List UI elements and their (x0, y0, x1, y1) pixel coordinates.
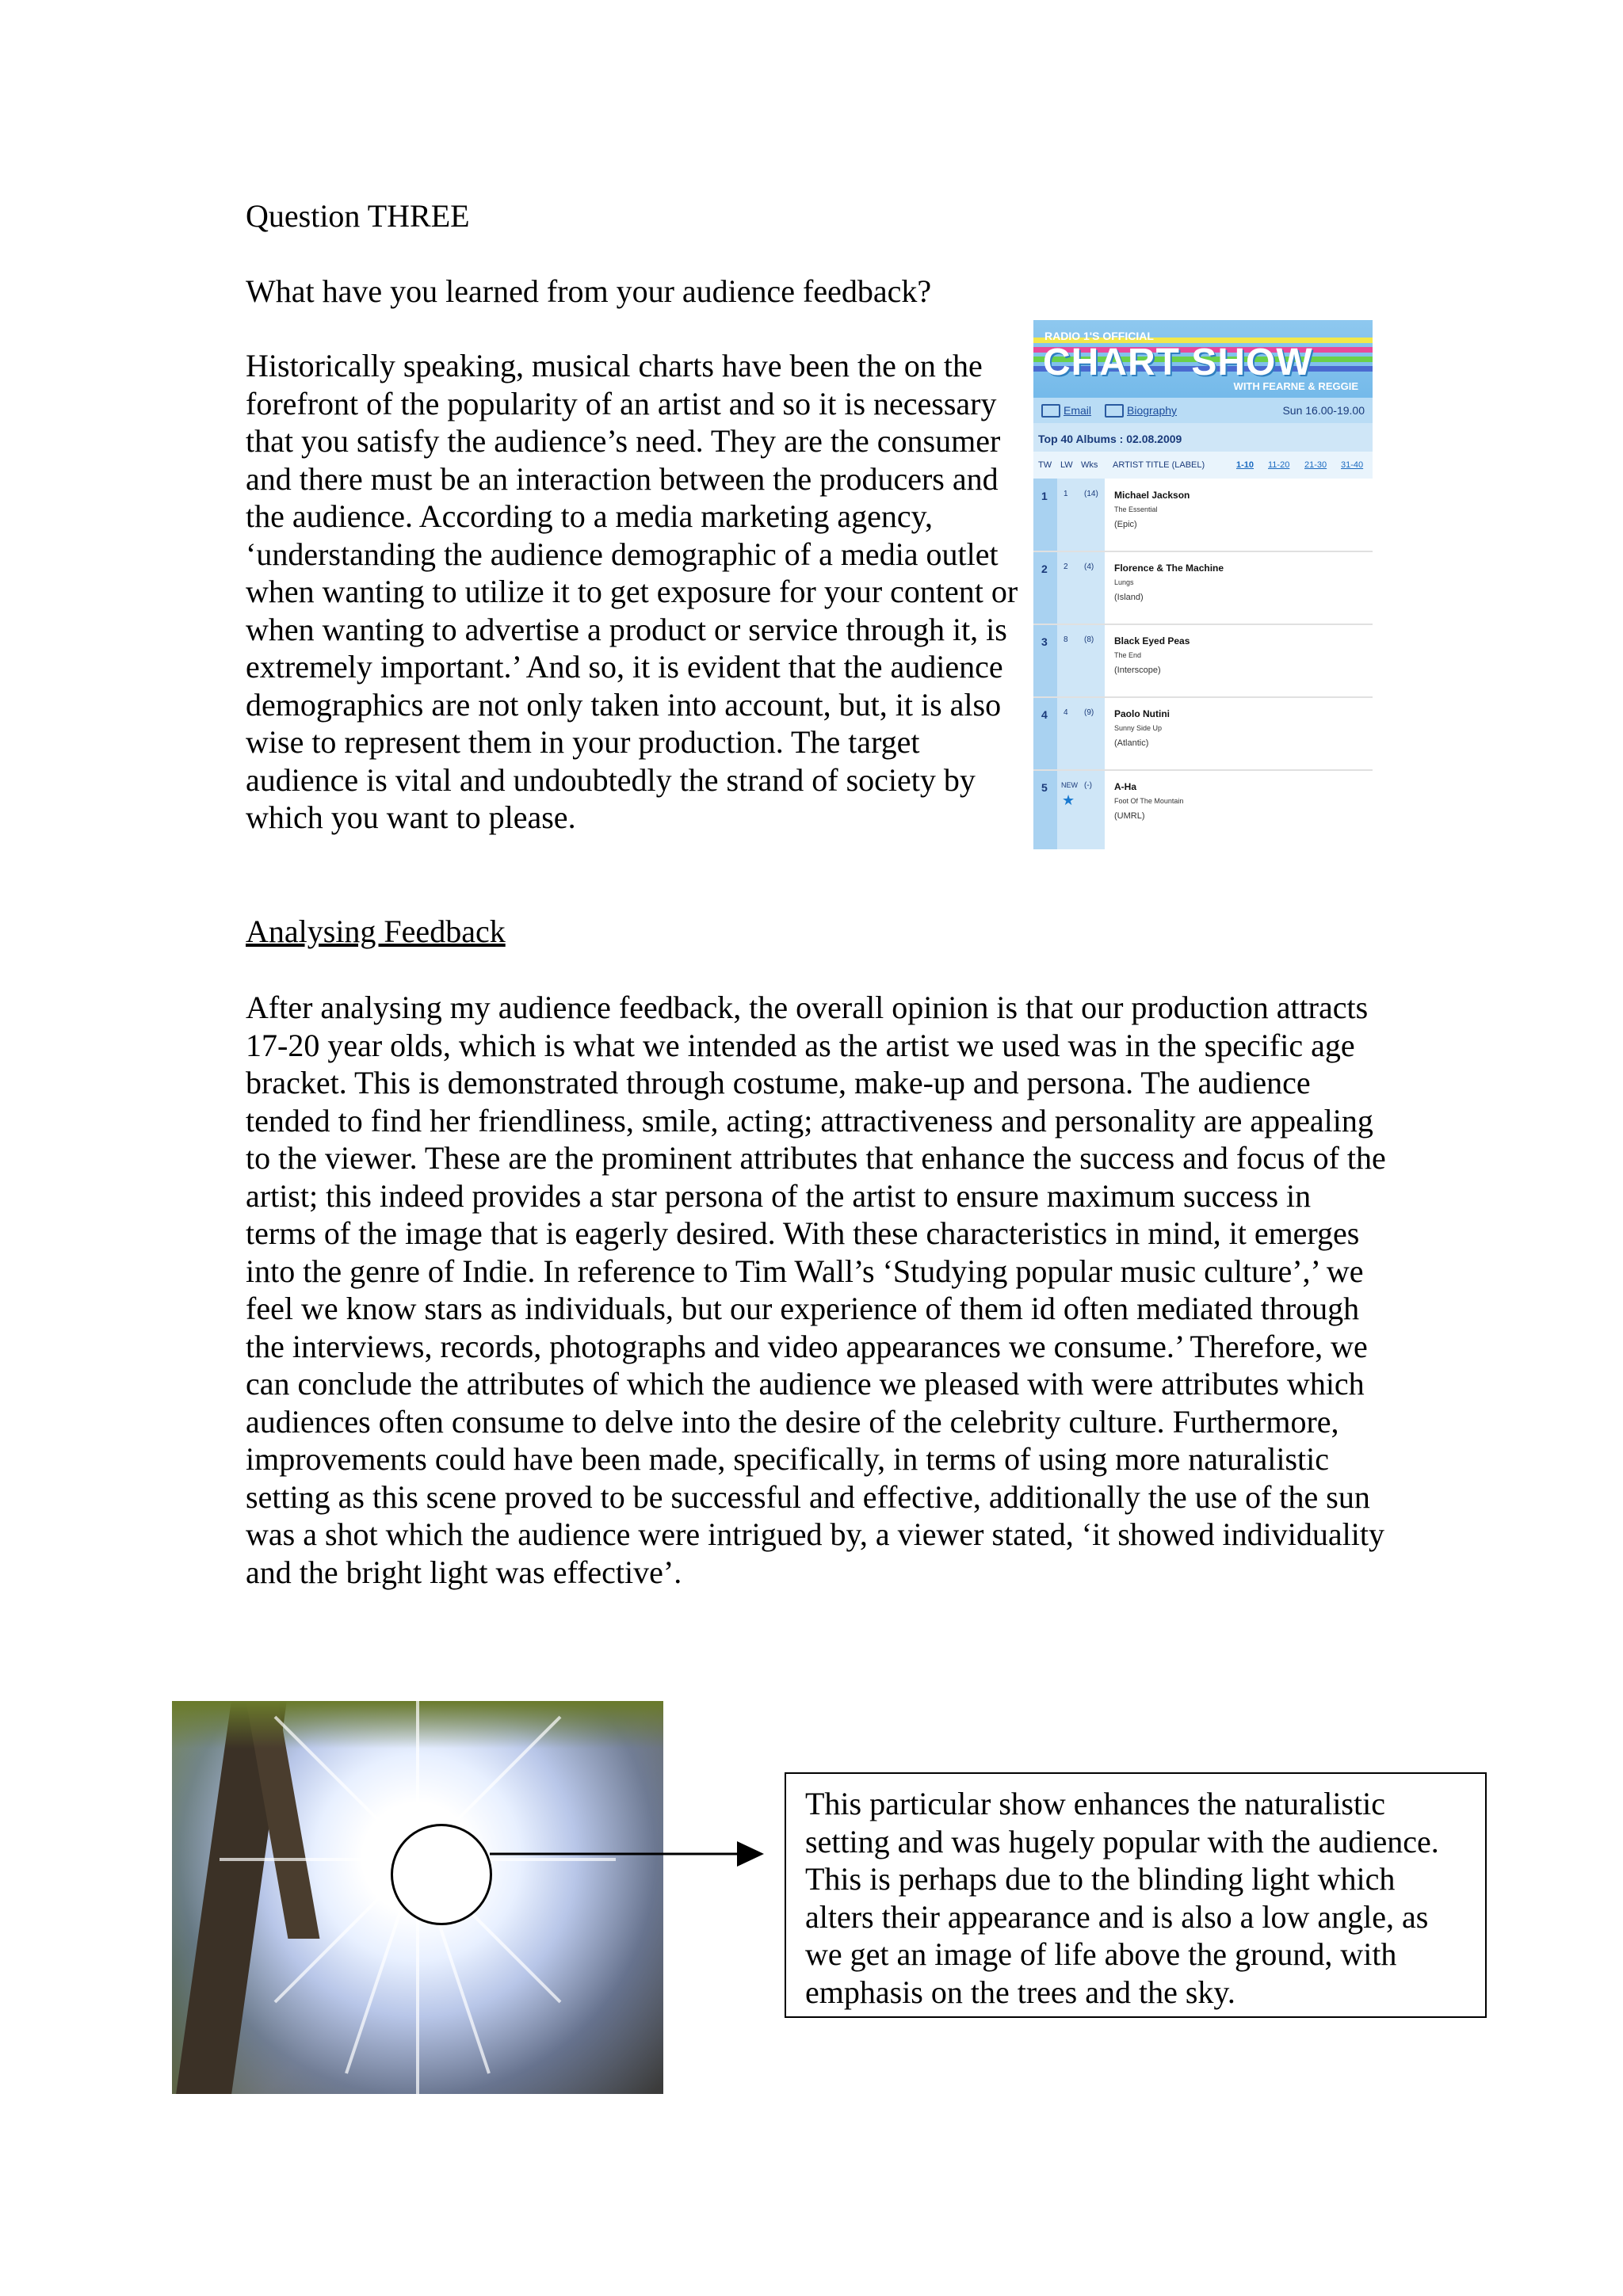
new-entry-star-icon: ★ (1062, 792, 1075, 808)
entry-last-week: NEW (1061, 781, 1078, 789)
entry-artist: Paolo Nutini (1114, 708, 1170, 719)
entry-label: (UMRL) (1114, 811, 1145, 821)
entry-artist: Michael Jackson (1114, 490, 1190, 501)
chart-entry (1033, 479, 1373, 552)
entry-last-week: 8 (1064, 635, 1068, 644)
entry-artist: Florence & The Machine (1114, 563, 1224, 574)
analysis-paragraph: After analysing my audience feedback, the overall opinion is that our production attracts 17-20 year olds, which is what we intended as the artist we used was in the specific age bracket. This is demonstrated through costume, make-up and persona. The audience tended to find her friendliness, smile, acting; attractiveness and personality are appealing to the viewer. These are the prominent attributes that enhance the success and focus of the artist; this indeed provides a star persona of the artist to ensure maximum success in terms of the image that is eagerly desired. With these characteristics in mind, it emerges into the genre of Indie. In reference to Tim Wall’s ‘Studying popular music culture’,’ we feel we know stars as individuals, but our experience of them id often mediated through the interviews, records, photographs and video appearances we consume.’ Therefore, we can conclude the attributes of which the audience we pleased with were attributes which audiences often consume to delve into the desire of the celebrity culture. Furthermore, improvements could have been made, specifically, in terms of using more naturalistic setting as this scene proved to be successful and effective, additionally the use of the sun was a shot which the audience were intrigued by, a viewer stated, ‘it showed individuality and the bright light was effective’. (246, 990, 1386, 1590)
entry-label: (Epic) (1114, 520, 1137, 529)
chart-show-subtitle: WITH FEARNE & REGGIE (1233, 380, 1358, 392)
page-title: Question THREE (246, 198, 470, 234)
entry-label: (Atlantic) (1114, 738, 1149, 748)
page-link[interactable]: 11-20 (1268, 460, 1290, 470)
entry-label: (Interscope) (1114, 666, 1161, 675)
pointer-arrow (490, 1838, 767, 1870)
albums-heading: Top 40 Albums : 02.08.2009 (1038, 433, 1182, 445)
entry-position: 4 (1041, 708, 1048, 721)
entry-album: The End (1114, 651, 1142, 659)
chart-show-title: CHART SHOW (1043, 341, 1313, 383)
entry-album: The Essential (1114, 505, 1158, 513)
column-header-bar (1033, 452, 1373, 479)
chart-entry (1033, 624, 1373, 698)
entry-weeks: (8) (1084, 635, 1094, 644)
entry-last-week: 2 (1064, 563, 1068, 571)
entry-last-week: 1 (1064, 490, 1068, 498)
entry-album: Lungs (1114, 578, 1134, 586)
chart-rows (1033, 479, 1373, 849)
chart-entry (1033, 770, 1373, 842)
radio-label: RADIO 1'S OFFICIAL (1044, 330, 1154, 342)
showtime: Sun 16.00-19.00 (1282, 404, 1365, 417)
entry-weeks: (14) (1084, 490, 1098, 498)
col-tw: TW (1038, 460, 1052, 470)
header-links (1033, 398, 1373, 423)
chart-entry (1033, 551, 1373, 625)
entry-album: Foot Of The Mountain (1114, 797, 1184, 805)
entry-last-week: 4 (1064, 708, 1068, 717)
callout-text: This particular show enhances the naturalistic setting and was hugely popular with the audience. This is perhaps due to the blinding light which alters their appearance and is also a low angle, as we get an image of life above the ground, with emphasis on the trees and the sky. (805, 1786, 1439, 2010)
biography-link[interactable]: Biography (1127, 404, 1178, 417)
entry-artist: A-Ha (1114, 781, 1137, 792)
section-heading: Analysing Feedback (246, 913, 506, 949)
biography-icon (1105, 404, 1124, 418)
entry-weeks: (9) (1084, 708, 1094, 717)
col-lw: LW (1060, 460, 1073, 470)
albums-heading-bar (1033, 426, 1373, 452)
entry-position: 3 (1041, 635, 1048, 648)
highlight-circle (391, 1824, 492, 1925)
email-link[interactable]: Email (1064, 404, 1092, 417)
col-artist: ARTIST TITLE (LABEL) (1113, 460, 1205, 470)
entry-label: (Island) (1114, 593, 1144, 602)
entry-album: Sunny Side Up (1114, 724, 1163, 732)
page-link[interactable]: 31-40 (1341, 460, 1364, 470)
col-wks: Wks (1081, 460, 1098, 470)
entry-weeks: (4) (1084, 563, 1094, 571)
entry-position: 2 (1041, 563, 1048, 575)
chart-show-screenshot (1033, 320, 1373, 849)
entry-artist: Black Eyed Peas (1114, 635, 1190, 646)
callout-box (785, 1772, 1487, 2018)
intro-paragraph: Historically speaking, musical charts have been the on the forefront of the popularity of an artist and so it is necessary that you satisfy the audience’s need. They are the consumer and there must be an interaction between the producers and the audience. According to a media marketing agency, ‘understanding the audience demographic of a media outlet when wanting to utilize it to get exposure for your content or when wanting to advertise a product or service through it, is extremely important.’ And so, it is evident that the audience demographics are not only taken into account, but, it is also wise to represent them in your production. The target audience is vital and undoubtedly the strand of society by which you want to please. (246, 348, 1018, 835)
entry-position: 1 (1041, 490, 1048, 502)
entry-weeks: (-) (1084, 781, 1092, 790)
entry-position: 5 (1041, 781, 1048, 794)
page-link[interactable]: 21-30 (1304, 460, 1327, 470)
question-text: What have you learned from your audience feedback? (246, 273, 932, 309)
page-link[interactable]: 1-10 (1236, 460, 1254, 470)
email-icon (1041, 404, 1060, 418)
chart-entry (1033, 697, 1373, 771)
